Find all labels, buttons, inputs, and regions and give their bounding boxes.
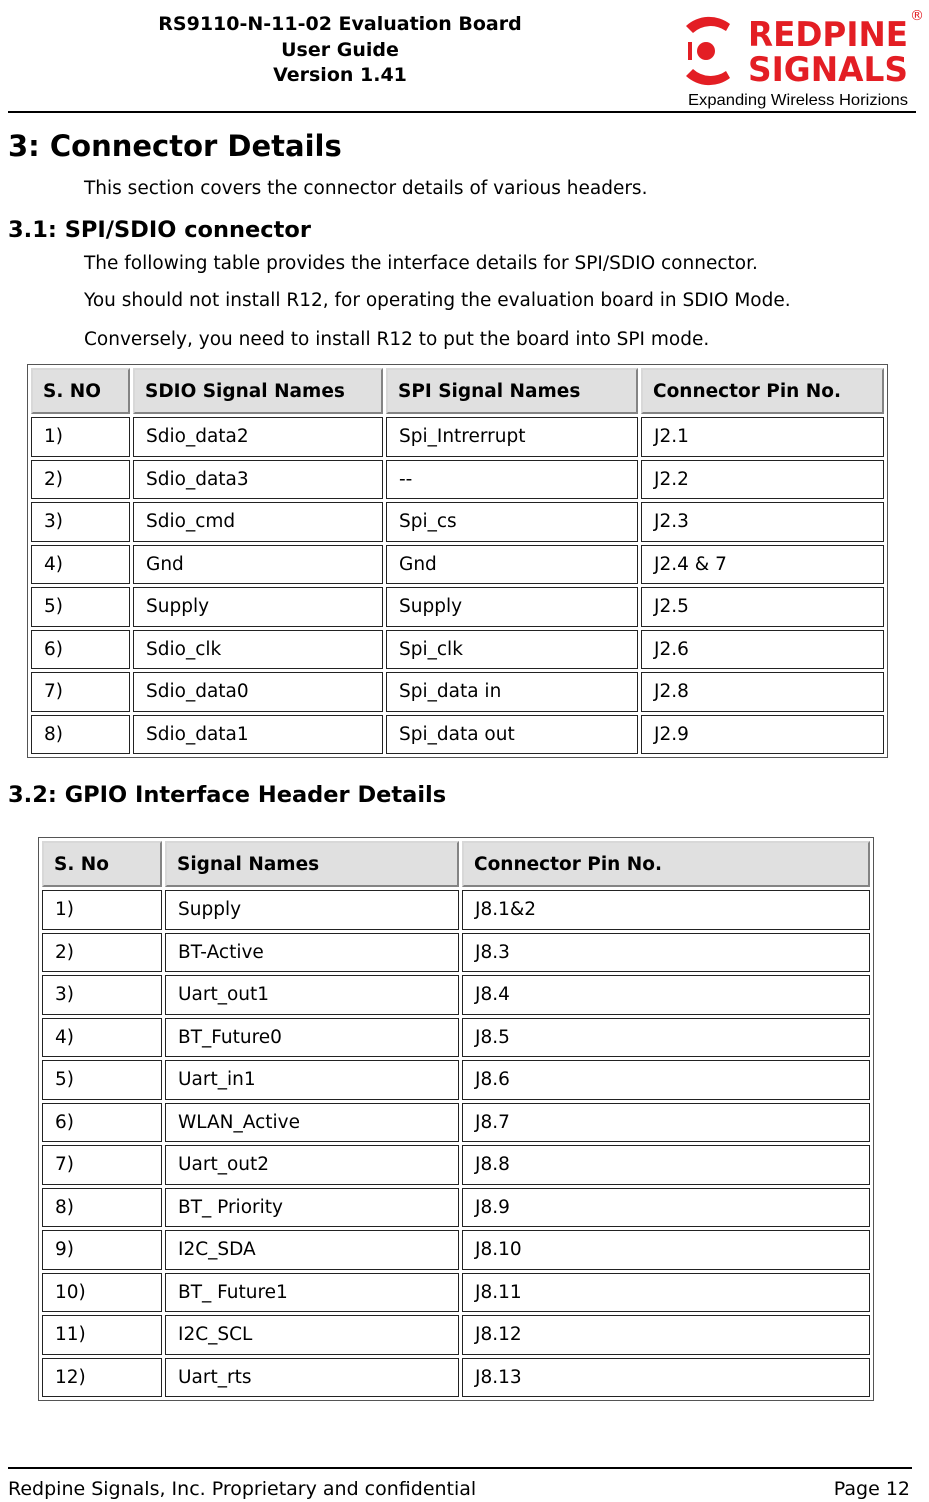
table-cell: J8.3	[462, 933, 870, 973]
logo-text-top: REDPINE	[748, 15, 908, 55]
column-header: Connector Pin No.	[462, 841, 870, 887]
table-cell: BT-Active	[165, 933, 459, 973]
table-cell: J2.2	[641, 460, 884, 500]
subsection-heading-spi: 3.1: SPI/SDIO connector	[8, 217, 311, 243]
table-cell: 7)	[42, 1145, 162, 1185]
table-cell: J8.11	[462, 1273, 870, 1313]
table-cell: Spi_cs	[386, 502, 638, 542]
table-cell: 6)	[31, 630, 130, 670]
table-header-row	[42, 841, 870, 887]
table-cell: Sdio_clk	[133, 630, 383, 670]
table-cell: J8.6	[462, 1060, 870, 1100]
table-cell: J8.9	[462, 1188, 870, 1228]
column-header: S. No	[42, 841, 162, 887]
table-cell: Sdio_data0	[133, 672, 383, 712]
table-row	[42, 1018, 870, 1058]
table-cell: I2C_SCL	[165, 1315, 459, 1355]
table-cell: 4)	[42, 1018, 162, 1058]
title-line-2: User Guide	[281, 38, 399, 61]
table-cell: Sdio_data2	[133, 417, 383, 457]
column-header: SPI Signal Names	[386, 368, 638, 414]
table-cell: Uart_rts	[165, 1358, 459, 1398]
table-row	[42, 890, 870, 930]
table-cell: 5)	[31, 587, 130, 627]
table-row	[42, 1145, 870, 1185]
table-cell: 11)	[42, 1315, 162, 1355]
table-cell: Uart_out2	[165, 1145, 459, 1185]
table-row	[42, 1230, 870, 1270]
table-cell: 5)	[42, 1060, 162, 1100]
table-cell: J8.7	[462, 1103, 870, 1143]
table-cell: 3)	[42, 975, 162, 1015]
gpio-header-table	[38, 837, 874, 1401]
table-row	[31, 672, 884, 712]
table-cell: 8)	[42, 1188, 162, 1228]
table-cell: 4)	[31, 545, 130, 585]
table-cell: 12)	[42, 1358, 162, 1398]
table-row	[31, 630, 884, 670]
table-row	[31, 417, 884, 457]
table-cell: 7)	[31, 672, 130, 712]
table-row	[42, 1103, 870, 1143]
table-cell: J8.1&2	[462, 890, 870, 930]
table-cell: 6)	[42, 1103, 162, 1143]
table-cell: Spi_clk	[386, 630, 638, 670]
table-cell: Sdio_data3	[133, 460, 383, 500]
table-header-row	[31, 368, 884, 414]
table-row	[31, 460, 884, 500]
table-cell: J8.13	[462, 1358, 870, 1398]
table-row	[42, 1273, 870, 1313]
table-cell: J2.5	[641, 587, 884, 627]
table-cell: J2.9	[641, 715, 884, 755]
paragraph: Conversely, you need to install R12 to put the board into SPI mode.	[84, 329, 710, 350]
table-cell: 2)	[42, 933, 162, 973]
spi-sdio-table	[27, 364, 888, 758]
footer-rule	[8, 1467, 912, 1469]
paragraph: The following table provides the interface details for SPI/SDIO connector.	[84, 253, 758, 274]
table-cell: Sdio_cmd	[133, 502, 383, 542]
redpine-logo	[684, 4, 924, 110]
table-cell: J2.4 & 7	[641, 545, 884, 585]
table-cell: BT_ Priority	[165, 1188, 459, 1228]
table-cell: Uart_out1	[165, 975, 459, 1015]
column-header: Signal Names	[165, 841, 459, 887]
table-cell: I2C_SDA	[165, 1230, 459, 1270]
table-cell: 9)	[42, 1230, 162, 1270]
table-cell: 1)	[42, 890, 162, 930]
title-line-3: Version 1.41	[273, 64, 407, 86]
table-cell: 2)	[31, 460, 130, 500]
table-row	[31, 545, 884, 585]
table-cell: 3)	[31, 502, 130, 542]
table-cell: Uart_in1	[165, 1060, 459, 1100]
table-row	[42, 975, 870, 1015]
table-cell: J8.4	[462, 975, 870, 1015]
table-cell: Supply	[133, 587, 383, 627]
table-row	[31, 587, 884, 627]
wireless-signal-icon	[686, 17, 730, 85]
table-cell: 10)	[42, 1273, 162, 1313]
table-cell: Supply	[386, 587, 638, 627]
table-cell: J8.5	[462, 1018, 870, 1058]
logo-tagline: Expanding Wireless Horizions	[688, 92, 908, 109]
registered-mark: ®	[910, 8, 924, 24]
table-row	[42, 1188, 870, 1228]
table-cell: Gnd	[386, 545, 638, 585]
table-cell: 8)	[31, 715, 130, 755]
page-number: Page 12	[833, 1478, 910, 1500]
table-cell: Sdio_data1	[133, 715, 383, 755]
table-cell: J2.8	[641, 672, 884, 712]
table-row	[42, 933, 870, 973]
table-cell: Spi_Intrerrupt	[386, 417, 638, 457]
table-cell: WLAN_Active	[165, 1103, 459, 1143]
table-cell: Gnd	[133, 545, 383, 585]
table-row	[31, 502, 884, 542]
document-title	[110, 12, 570, 89]
table-cell: J2.1	[641, 417, 884, 457]
table-cell: J8.10	[462, 1230, 870, 1270]
table-cell: BT_ Future1	[165, 1273, 459, 1313]
column-header: SDIO Signal Names	[133, 368, 383, 414]
column-header: Connector Pin No.	[641, 368, 884, 414]
table-cell: J2.3	[641, 502, 884, 542]
subsection-heading-gpio: 3.2: GPIO Interface Header Details	[8, 782, 447, 808]
logo-text-bottom: SIGNALS	[748, 50, 908, 90]
table-cell: Supply	[165, 890, 459, 930]
table-cell: J8.12	[462, 1315, 870, 1355]
paragraph: You should not install R12, for operating the evaluation board in SDIO Mode.	[84, 290, 791, 311]
section-intro: This section covers the connector details of various headers.	[84, 178, 648, 199]
table-row	[42, 1358, 870, 1398]
table-cell: 1)	[31, 417, 130, 457]
section-heading: 3: Connector Details	[8, 129, 342, 163]
table-cell: Spi_data in	[386, 672, 638, 712]
table-cell: --	[386, 460, 638, 500]
footer-confidential: Redpine Signals, Inc. Proprietary and confidential	[8, 1478, 477, 1500]
table-cell: Spi_data out	[386, 715, 638, 755]
table-cell: BT_Future0	[165, 1018, 459, 1058]
table-row	[42, 1060, 870, 1100]
column-header: S. NO	[31, 368, 130, 414]
table-row	[31, 715, 884, 755]
table-row	[42, 1315, 870, 1355]
title-line-1: RS9110-N-11-02 Evaluation Board	[158, 13, 522, 35]
table-cell: J8.8	[462, 1145, 870, 1185]
header-rule	[8, 111, 916, 113]
table-cell: J2.6	[641, 630, 884, 670]
